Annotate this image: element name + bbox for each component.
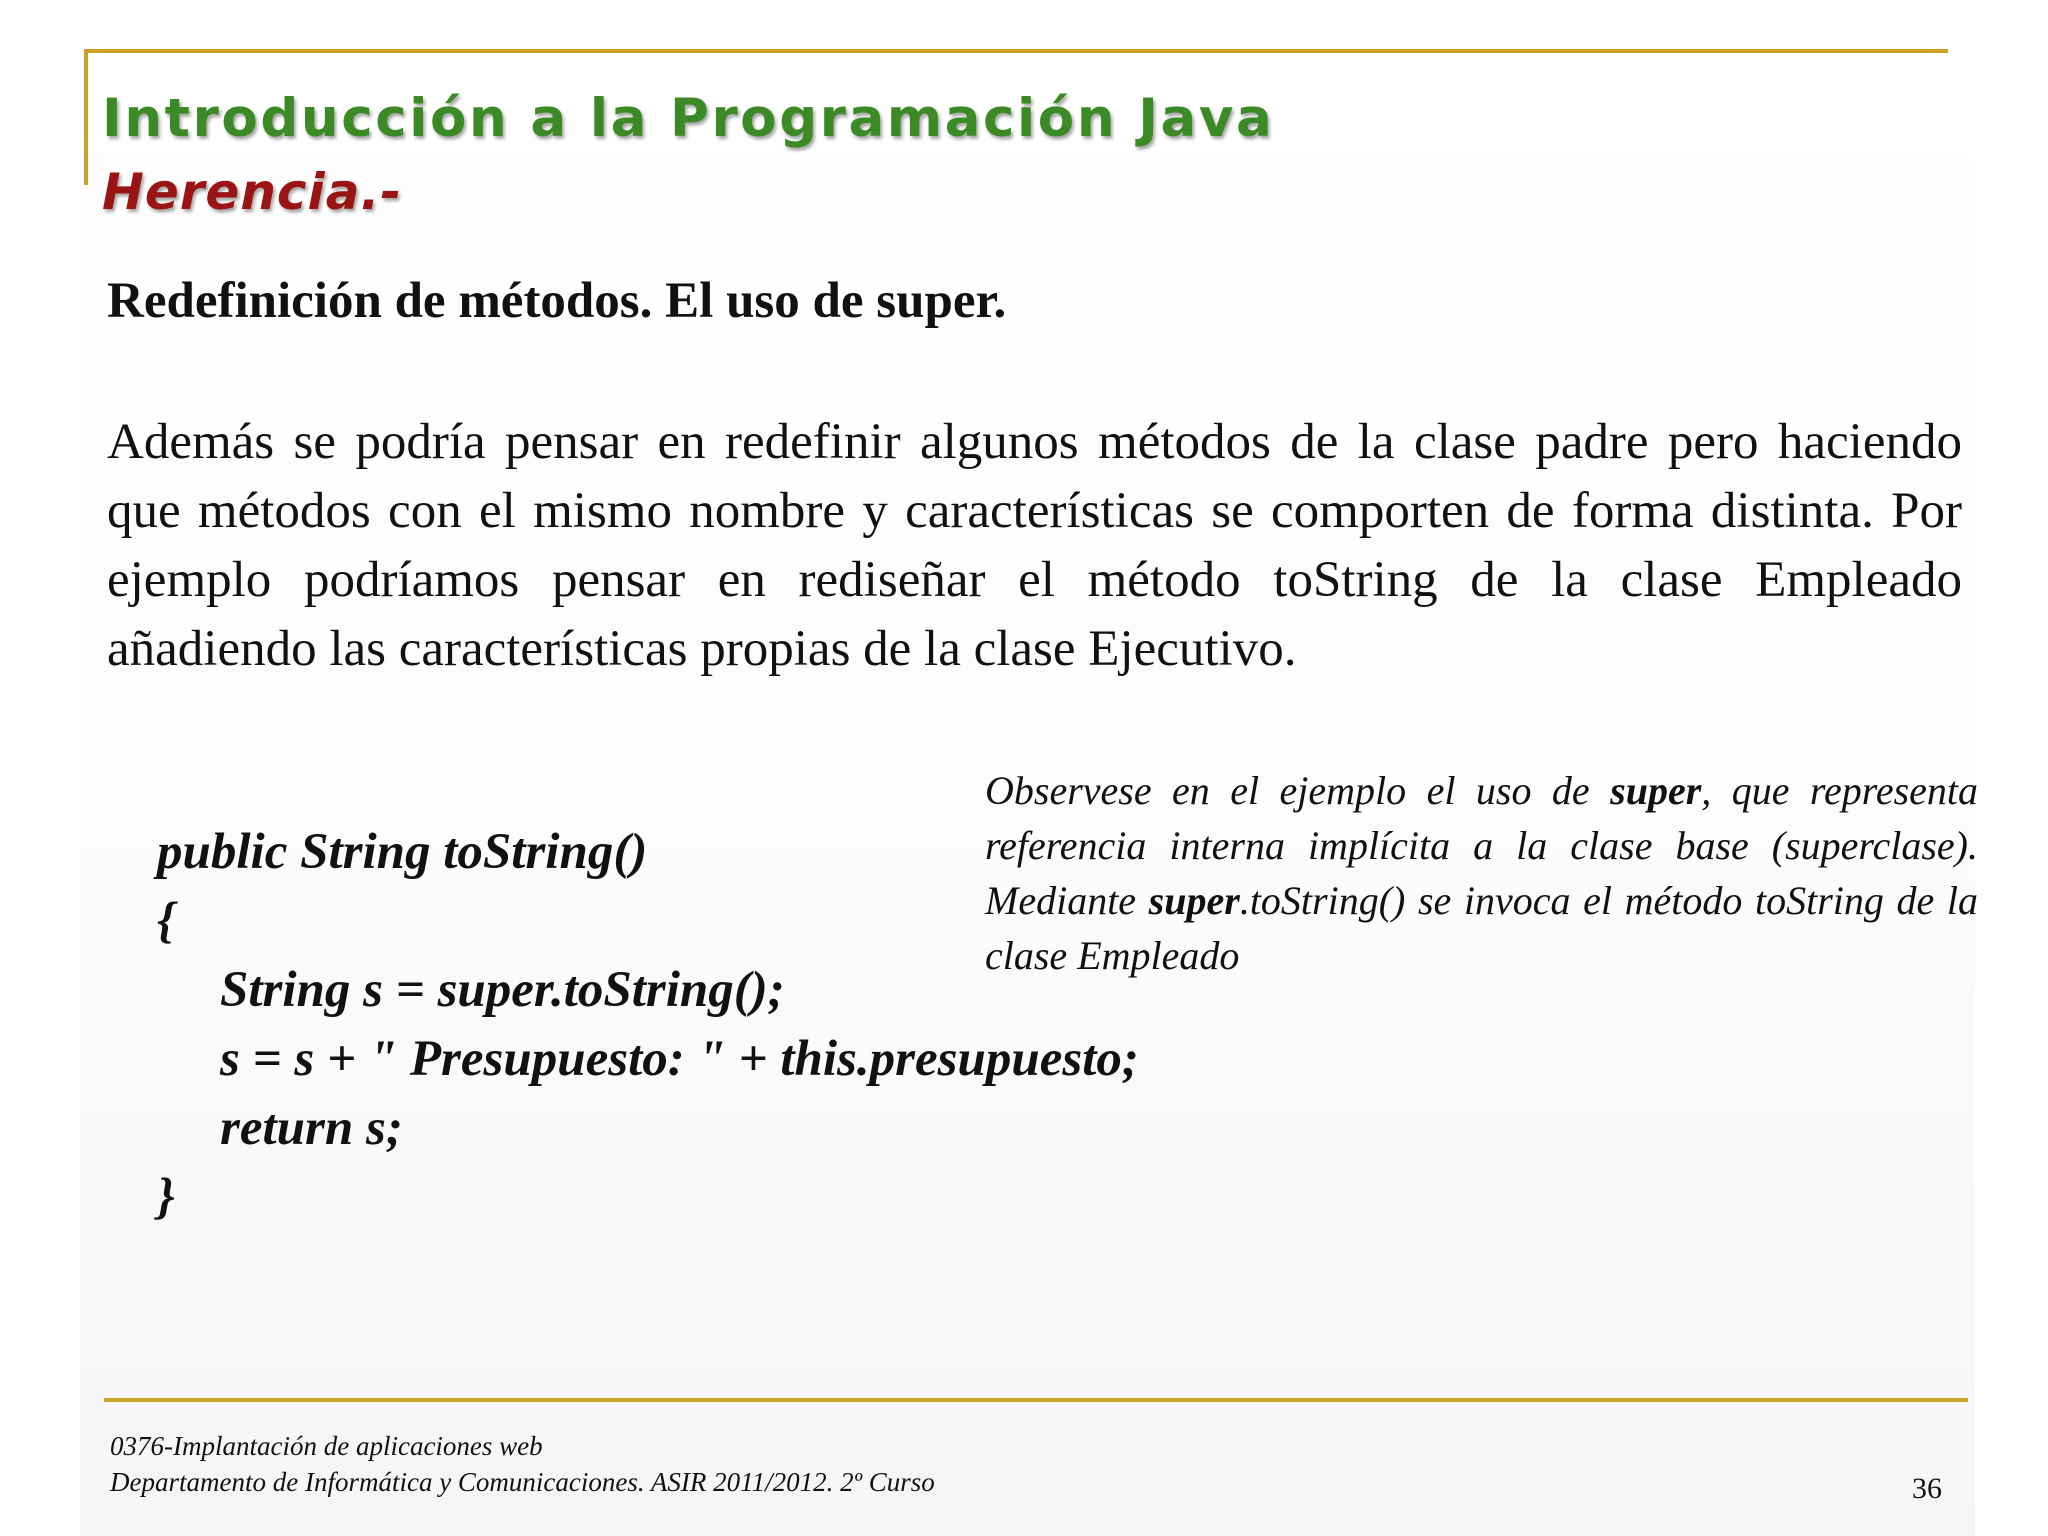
code-line: public String toString()	[157, 824, 648, 880]
top-divider	[84, 49, 1948, 53]
code-line: {	[157, 893, 175, 949]
section-heading: Redefinición de métodos. El uso de super.	[107, 273, 1007, 329]
note-text: .toString() se invoca el método toString de la clase Empleado	[985, 878, 1978, 978]
note-keyword: super	[1610, 768, 1702, 813]
side-note	[985, 763, 1978, 983]
footer	[110, 1428, 935, 1500]
note-text: , que representa referencia interna implícita a la clase base (superclase). Mediante	[985, 768, 1979, 923]
footer-course: 0376-Implantación de aplicaciones web	[110, 1431, 543, 1461]
page-number: 36	[1912, 1472, 1942, 1505]
slide-subtitle: Herencia.-	[102, 163, 403, 221]
body-paragraph: Además se podría pensar en redefinir algunos métodos de la clase padre pero haciendo que métodos con el mismo nombre y características se comporten de forma distinta. Por ejemplo podríamos pensar en rediseñar el método toString de la clase Empleado añadiendo las características propias de la clase Ejecutivo.	[107, 414, 1962, 677]
note-keyword: super	[1148, 878, 1240, 923]
bottom-divider	[104, 1398, 1968, 1402]
note-text: Observese en el ejemplo el uso de	[985, 768, 1611, 813]
footer-department: Departamento de Informática y Comunicaciones. ASIR 2011/2012. 2º Curso	[110, 1467, 935, 1497]
slide-title: Introducción a la Programación Java	[102, 88, 1275, 149]
left-divider	[84, 49, 88, 185]
code-line: }	[157, 1169, 175, 1225]
code-line: s = s + " Presupuesto: " + this.presupuesto;	[220, 1031, 1139, 1087]
code-line: return s;	[220, 1100, 403, 1156]
code-line: String s = super.toString();	[220, 962, 785, 1018]
